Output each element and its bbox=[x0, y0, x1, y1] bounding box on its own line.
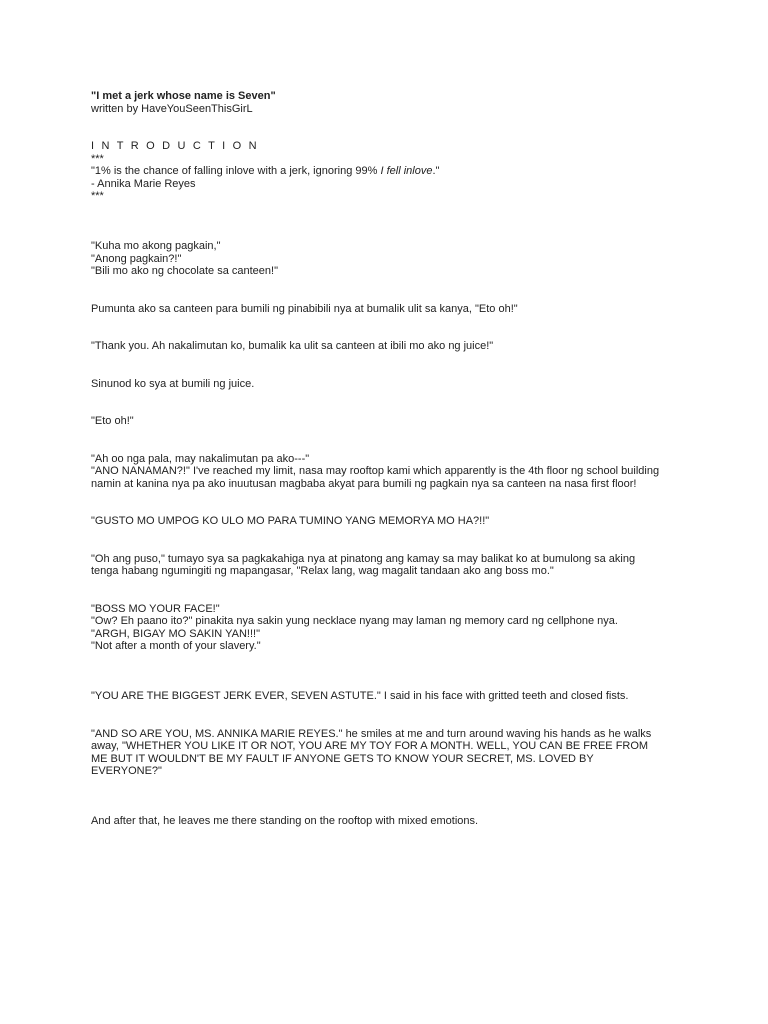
epigraph-separator-bottom: *** bbox=[91, 190, 104, 202]
paragraph-line: "BOSS MO YOUR FACE!" bbox=[91, 602, 220, 615]
spacer bbox=[91, 390, 691, 415]
spacer bbox=[91, 578, 691, 603]
paragraph-line: "Kuha mo akong pagkain," bbox=[91, 240, 221, 252]
paragraph-1 bbox=[91, 240, 691, 278]
epigraph-quote bbox=[91, 165, 691, 178]
paragraph-line: tenga habang ngumingiti ng mapangasar, "Relax lang, wag magalit tandaan ako ang boss mo." bbox=[91, 565, 554, 577]
paragraph-line: "Ah oo nga pala, may nakalimutan pa ako---" bbox=[91, 452, 310, 465]
paragraph-line: away, "WHETHER YOU LIKE IT OR NOT, YOU ARE MY TOY FOR A MONTH. WELL, YOU CAN BE FREE FROM bbox=[91, 740, 649, 752]
spacer bbox=[91, 428, 691, 453]
paragraph-line: "Not after a month of your slavery." bbox=[91, 640, 261, 652]
paragraph-8 bbox=[91, 553, 691, 578]
paragraph-line: "AND SO ARE YOU, MS. ANNIKA MARIE REYES." he smiles at me and turn around waving his hands as he walks bbox=[91, 727, 652, 740]
spacer bbox=[91, 115, 691, 140]
paragraph-line: "Ow? Eh paano ito?" pinakita nya sakin yung necklace nyang may laman ng memory card ng cellphone nya. bbox=[91, 615, 618, 627]
document-page bbox=[91, 90, 691, 828]
paragraph-line: "ANO NANAMAN?!" I've reached my limit, nasa may rooftop kami which apparently is the 4th floor ng school building bbox=[91, 465, 660, 477]
spacer bbox=[91, 528, 691, 553]
paragraph-line: "ARGH, BIGAY MO SAKIN YAN!!!" bbox=[91, 627, 260, 640]
epigraph-quote-italic: I fell inlove bbox=[380, 165, 433, 177]
epigraph bbox=[91, 153, 691, 203]
epigraph-quote-start: "1% is the chance of falling inlove with a jerk, ignoring 99% bbox=[91, 165, 381, 177]
spacer bbox=[91, 653, 691, 691]
paragraph-line: "Oh ang puso," tumayo sya sa pagkakahiga nya at pinatong ang kamay sa may balikat ko at bumulong sa aking bbox=[91, 552, 636, 565]
spacer bbox=[91, 353, 691, 378]
paragraph-6 bbox=[91, 453, 691, 491]
paragraph-line: "Anong pagkain?!" bbox=[91, 252, 182, 265]
spacer bbox=[91, 203, 691, 241]
paragraph-3: "Thank you. Ah nakalimutan ko, bumalik ka ulit sa canteen at ibili mo ako ng juice!" bbox=[91, 340, 494, 352]
paragraph-line: namin at kanina nya pa ako inuutusan magbaba akyat para bumili ng pagkain nya sa canteen na nasa first floor! bbox=[91, 477, 637, 490]
paragraph-2: Pumunta ako sa canteen para bumili ng pinabibili nya at bumalik ulit sa kanya, "Eto oh!" bbox=[91, 302, 518, 315]
story-title: "I met a jerk whose name is Seven" bbox=[91, 90, 276, 102]
paragraph-7: "GUSTO MO UMPOG KO ULO MO PARA TUMINO YANG MEMORYA MO HA?!!" bbox=[91, 515, 490, 527]
spacer bbox=[91, 490, 691, 515]
paragraph-line: EVERYONE?" bbox=[91, 765, 162, 777]
paragraph-9 bbox=[91, 603, 691, 653]
spacer bbox=[91, 703, 691, 728]
paragraph-10: "YOU ARE THE BIGGEST JERK EVER, SEVEN ASTUTE." I said in his face with gritted teeth and closed fists. bbox=[91, 690, 629, 702]
paragraph-5: "Eto oh!" bbox=[91, 415, 134, 427]
paragraph-12: And after that, he leaves me there standing on the rooftop with mixed emotions. bbox=[91, 815, 479, 827]
paragraph-line: ME BUT IT WOULDN'T BE MY FAULT IF ANYONE GETS TO KNOW YOUR SECRET, MS. LOVED BY bbox=[91, 752, 594, 765]
paragraph-4: Sinunod ko sya at bumili ng juice. bbox=[91, 377, 255, 390]
epigraph-attribution: - Annika Marie Reyes bbox=[91, 177, 196, 190]
spacer bbox=[91, 315, 691, 340]
paragraph-line: "Bili mo ako ng chocolate sa canteen!" bbox=[91, 265, 278, 277]
paragraph-11 bbox=[91, 728, 691, 778]
epigraph-separator-top: *** bbox=[91, 152, 104, 165]
spacer bbox=[91, 278, 691, 303]
spacer bbox=[91, 778, 691, 816]
byline: written by HaveYouSeenThisGirL bbox=[91, 102, 253, 115]
section-heading: I N T R O D U C T I O N bbox=[91, 140, 259, 152]
epigraph-quote-end: ." bbox=[432, 165, 440, 177]
